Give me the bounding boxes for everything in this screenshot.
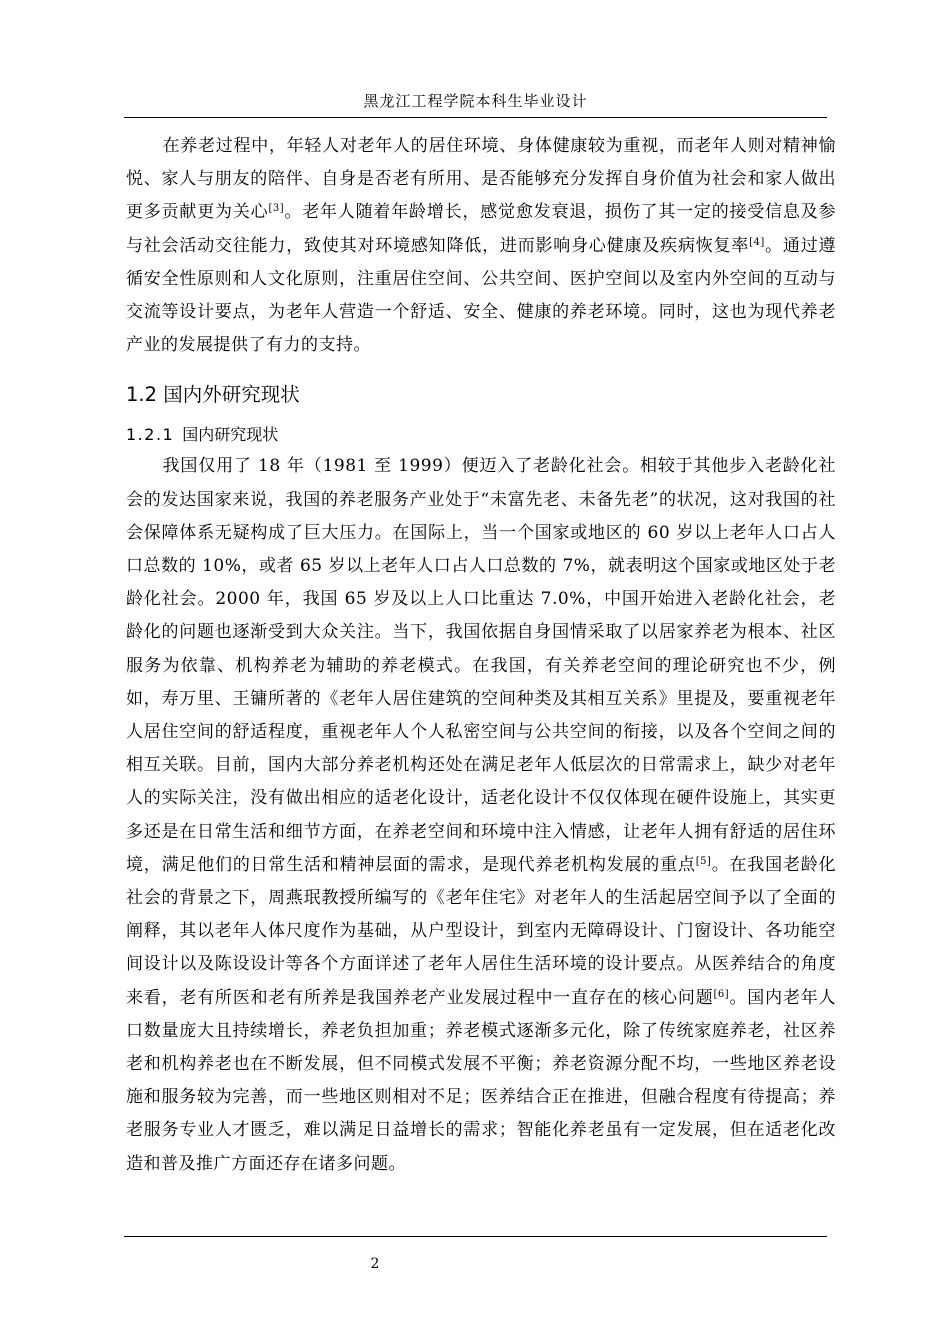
paragraph-text: 。在我国老龄化社会的背景之下，周燕珉教授所编写的《老年住宅》对老年人的生活起居空间予以了全面的阐释，其以老年人体尺度作为基础，从户型设计，到室内无障碍设计、门窗设计、各功能空间设计以及陈设设计等各个方面详述了老年人居住生活环境的设计要点。从医养结合的角度来看，老有所医和老有所养是我国养老产业发展过程中一直存在的核心问题 <box>126 854 837 1008</box>
paragraph-text: 在养老过程中，年轻人对老年人的居住环境、身体健康较为重视，而老年人则对精神愉悦、家人与朋友的陪伴、自身是否老有所用、是否能够充分发挥自身价值为社会和家人做出更多贡献更为关心 <box>126 136 836 223</box>
citation-ref: [6] <box>713 988 730 1000</box>
citation-ref: [5] <box>695 855 712 867</box>
subsection-number: 1.2.1 <box>126 425 175 445</box>
paragraph-text: 我国仅用了 18 年（1981 至 1999）便迈入了老龄化社会。相较于其他步入老龄化社会的发达国家来说，我国的养老服务产业处于“未富先老、未备先老”的状况，这对我国的社会保障体系无疑构成了巨大压力。在国际上，当一个国家或地区的 60 岁以上老年人口占人口总数的 10%，或者 65 岁以上老年人口占人口总数的 7%，就表明这个国家或地区处于老龄化社会。2000 年，我国 65 岁及以上人口比重达 7.0%，中国开始进入老龄化社会，老龄化的问题也逐渐受到大众关注。当下，我国依据自身国情采取了以居家养老为根本、社区服务为依靠、机构养老为辅助的养老模式。在我国，有关养老空间的理论研究也不少，例如，寿万里、王镛所著的《老年人居住建筑的空间种类及其相互关系》里提及，要重视老年人居住空间的舒适程度，重视老年人个人私密空间与公共空间的衔接，以及各个空间之间的相互关联。目前，国内大部分养老机构还处在满足老年人低层次的日常需求上，缺少对老年人的实际关注，没有做出相应的适老化设计，适老化设计不仅仅体现在硬件设施上，其实更多还是在日常生活和细节方面，在养老空间和环境中注入情感，让老年人拥有舒适的居住环境，满足他们的日常生活和精神层面的需求，是现代养老机构发展的重点 <box>126 456 836 875</box>
paragraph-text: 。通过遵循安全性原则和人文化原则，注重居住空间、公共空间、医护空间以及室内外空间的互动与交流等设计要点，为老年人营造一个舒适、安全、健康的养老环境。同时，这也为现代养老产业的发展提供了有力的支持。 <box>126 235 837 356</box>
section-heading: 1.2 国内外研究现状 <box>126 383 300 407</box>
citation-ref: [3] <box>268 203 285 215</box>
header-divider <box>124 117 827 118</box>
subsection-title: 国内研究现状 <box>182 425 279 445</box>
page-body <box>126 130 836 1181</box>
page-number: 2 <box>370 1256 380 1272</box>
footer-divider <box>124 1236 827 1237</box>
paragraph-intro <box>126 130 836 362</box>
paragraph-domestic-research <box>126 450 836 1180</box>
page-header-title: 黑龙江工程学院本科生毕业设计 <box>363 92 588 110</box>
subsection-heading <box>126 420 836 450</box>
paragraph-text: 。国内老年人口数量庞大且持续增长，养老负担加重；养老模式逐渐多元化，除了传统家庭养老，社区养老和机构养老也在不断发展，但不同模式发展不平衡；养老资源分配不均，一些地区养老设施和服务较为完善，而一些地区则相对不足；医养结合正在推进，但融合程度有待提高；养老服务专业人才匮乏，难以满足日益增长的需求；智能化养老虽有一定发展，但在适老化改造和普及推广方面还存在诸多问题。 <box>126 987 837 1174</box>
paragraph-text: 。老年人随着年龄增长，感觉愈发衰退，损伤了其一定的接受信息及参与社会活动交往能力，致使其对环境感知降低，进而影响身心健康及疾病恢复率 <box>126 202 837 256</box>
citation-ref: [4] <box>749 236 765 248</box>
